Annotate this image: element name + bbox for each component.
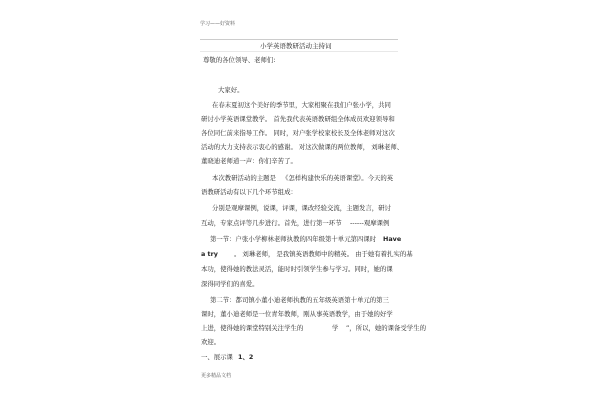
- para1-line4: 活动的大力支持表示衷心的感谢。 对这次做课的两位教师， 刘琳老师、: [201, 143, 404, 151]
- para1-line3: 各位同仁前来指导工作。 同时，对户张学校家校长及全体老师对这次: [201, 129, 395, 137]
- para3-line2b: ------观摩课例: [350, 219, 390, 227]
- para5-line1: 第二节：都司镇小董小迪老师执教的五年级英语第十单元的第三: [210, 296, 389, 304]
- para2-line1a: 本次教研活动的主题是: [212, 174, 276, 182]
- page-footer: 更多精品文档: [201, 373, 232, 379]
- para1-line5: 董晓迪老师道一声：你们辛苦了。: [201, 157, 297, 165]
- para4-line2a: a try: [201, 250, 218, 258]
- para4-line1b: Have: [383, 235, 402, 243]
- para3-line1: 分别是观摩课例，说课，评课，课改经验交流，主题发言，研讨: [212, 204, 391, 212]
- para2-line1c: 》。今天的英: [358, 174, 394, 182]
- para5-line3b: 学: [332, 324, 339, 332]
- para2-line1b: 《怎样构建快乐的英语课堂: [282, 174, 359, 182]
- para4-line2b: 。 刘琳老师， 是我镇英语教师中的精英。 由于她有着扎实的基: [234, 250, 413, 258]
- para4-line3: 本功，使得她的教法灵活，能时时引领学生参与学习。同时，她的课: [201, 265, 393, 273]
- para5-line3a: 上进，使得她的课堂特别关注学生的: [201, 324, 304, 332]
- para2-line2: 语教研活动有以下几个环节组成：: [201, 188, 297, 196]
- para5-line2: 课时，董小迪老师是一位青年教师，刚从事英语教学，由于她的好学: [201, 310, 393, 318]
- para4-line4: 深得同学们的喜爱。: [201, 280, 259, 288]
- greeting: 尊敬的各位领导、老师们:: [203, 56, 276, 64]
- para5-line4: 欢迎。: [201, 338, 221, 346]
- para4-line1: 第一节：户张小学柳林老师执教的四年级第十单元第四课时: [210, 235, 377, 243]
- hello-line: 大家好。: [218, 86, 244, 94]
- para1-line2: 研讨小学英语课堂教学。 首先我代表英语教研组全体成员欢迎领导和: [201, 115, 395, 123]
- para5-line3c: ”，所以，她的课备受学生的: [346, 324, 426, 332]
- para1-line1: 在春末夏初这个美好的季节里，大家相聚在我们户张小学，共同: [212, 101, 391, 109]
- section-heading: 一、展示课: [201, 353, 233, 361]
- section-heading-numbers: 1、2: [238, 353, 254, 361]
- para3-line2: 互动，专家点评等几步进行。首先，进行第一环节: [201, 219, 342, 227]
- page-header: 学习——好资料: [200, 21, 236, 27]
- document-title: 小学英语教研活动主持词: [260, 42, 332, 50]
